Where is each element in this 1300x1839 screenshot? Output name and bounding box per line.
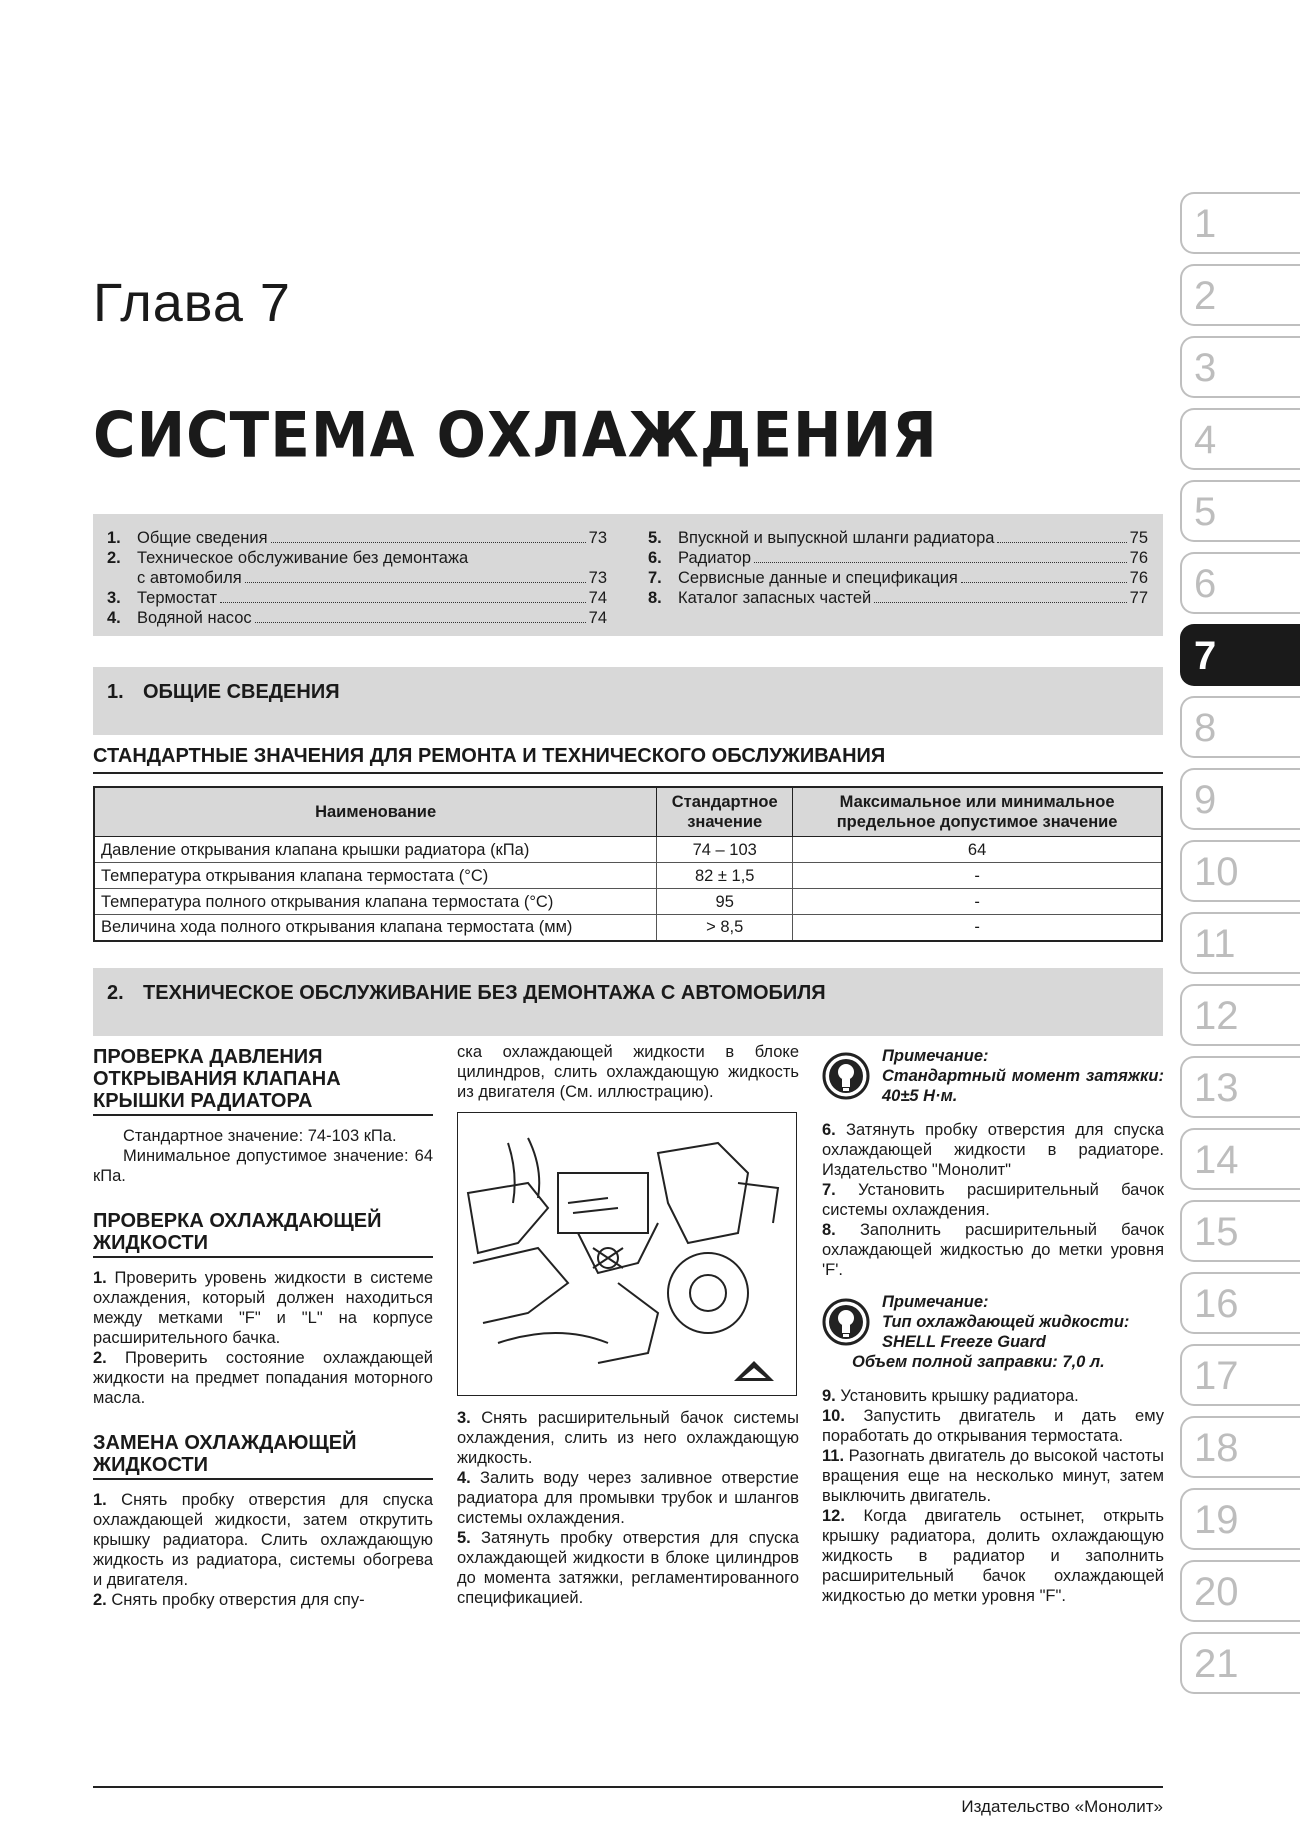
step-item: 9. Установить крышку радиатора. [822,1387,1079,1405]
table-row [94,863,1162,889]
table-row [94,889,1162,915]
step-item: 1. Снять пробку отверстия для спуска охлаждающей жидкости, затем открутить крышку радиатора. Слить охлаждающую жидкость из радиатора, системы обогрева и двигателя. [93,1491,433,1589]
table-header-row [94,787,1162,837]
column-header: Наименование [94,787,657,837]
table-cell: 74 – 103 [657,837,793,863]
standard-values-heading: СТАНДАРТНЫЕ ЗНАЧЕНИЯ ДЛЯ РЕМОНТА И ТЕХНИЧЕСКОГО ОБСЛУЖИВАНИЯ [93,745,1163,774]
step-item: 5. Затянуть пробку отверстия для спуска охлаждающей жидкости в блоке цилиндров до момента затяжки, регламентированного спецификацией. [457,1529,799,1607]
table-cell: > 8,5 [657,915,793,941]
step-item: 3. Снять расширительный бачок системы охлаждения, слить из него охлаждающую жидкость. [457,1409,799,1467]
toc-item[interactable]: 5. Впускной и выпускной шланги радиатора 75 [648,529,1148,547]
step-item: 11. Разогнать двигатель до высокой частоты вращения еще на несколько минут, затем выключить двигатель. [822,1447,1164,1505]
chapter-tab-14[interactable]: 14 [1180,1128,1300,1190]
toc-item-continuation[interactable]: с автомобиля 73 [137,569,607,587]
toc-left-column [107,528,607,628]
table-cell: Температура открывания клапана термостата (°С) [94,863,657,889]
table-cell: 64 [793,837,1162,863]
standard-values-table [93,786,1163,942]
text-column-3 [822,1046,1164,1606]
footer-divider [93,1786,1163,1788]
table-cell: 95 [657,889,793,915]
table-cell: Давление открывания клапана крышки радиатора (кПа) [94,837,657,863]
chapter-tab-1[interactable]: 1 [1180,192,1300,254]
table-row [94,915,1162,941]
chapter-tab-16[interactable]: 16 [1180,1272,1300,1334]
table-cell: - [793,915,1162,941]
chapter-tab-18[interactable]: 18 [1180,1416,1300,1478]
paragraph: Стандартное значение: 74-103 кПа. [123,1127,397,1145]
section-2-header: 2. ТЕХНИЧЕСКОЕ ОБСЛУЖИВАНИЕ БЕЗ ДЕМОНТАЖА С АВТОМОБИЛЯ [93,968,1163,1036]
column-header: Стандартное значение [657,787,793,837]
step-item: 2. Проверить состояние охлаждающей жидкости на предмет попадания моторного масла. [93,1349,433,1407]
step-item: 6. Затянуть пробку отверстия для спуска охлаждающей жидкости в радиаторе. Издательство "Монолит" [822,1121,1164,1179]
toc-item[interactable]: 3. Термостат 74 [107,589,607,607]
lightbulb-icon [822,1298,870,1346]
toc-item[interactable]: 1. Общие сведения 73 [107,529,607,547]
publisher-footer: Издательство «Монолит» [961,1797,1163,1816]
chapter-tab-7[interactable]: 7 [1180,624,1300,686]
table-cell: Величина хода полного открывания клапана термостата (мм) [94,915,657,941]
table-cell: Температура полного открывания клапана термостата (°С) [94,889,657,915]
heading-coolant-replacement: ЗАМЕНА ОХЛАЖДАЮЩЕЙ ЖИДКОСТИ [93,1432,433,1480]
step-item: 8. Заполнить расширительный бачок охлаждающей жидкостью до метки уровня 'F'. [822,1221,1164,1279]
step-item: 12. Когда двигатель остынет, открыть крышку радиатора, долить охлаждающую жидкость в радиатор и заполнить расширительный бачок охлаждающей жидкостью до метки уровня "F". [822,1507,1164,1605]
note-torque: Примечание: Стандартный момент затяжки: 40±5 Н·м. [822,1046,1164,1106]
chapter-tab-10[interactable]: 10 [1180,840,1300,902]
table-row [94,837,1162,863]
chapter-tab-13[interactable]: 13 [1180,1056,1300,1118]
step-item: 10. Запустить двигатель и дать ему поработать до открывания термостата. [822,1407,1164,1445]
table-cell: - [793,889,1162,915]
text-column-1 [93,1046,433,1610]
section-1-header: 1. ОБЩИЕ СВЕДЕНИЯ [93,667,1163,735]
step-item: 1. Проверить уровень жидкости в системе охлаждения, который должен находиться между метками "F" и "L" на корпусе расширительного бачка. [93,1269,433,1347]
toc-item[interactable]: 8. Каталог запасных частей 77 [648,589,1148,607]
table-cell: 82 ± 1,5 [657,863,793,889]
step-item: 2. Снять пробку отверстия для спу- [93,1591,365,1609]
chapter-tab-4[interactable]: 4 [1180,408,1300,470]
toc-item[interactable]: 4. Водяной насос 74 [107,609,607,627]
engine-drain-illustration [457,1112,797,1396]
chapter-title: СИСТЕМА ОХЛАЖДЕНИЯ [93,398,938,472]
note-coolant-type: Примечание: Тип охлаждающей жидкости: SHELL Freeze Guard Объем полной заправки: 7,0 л. [822,1292,1164,1372]
chapter-tab-3[interactable]: 3 [1180,336,1300,398]
chapter-tab-15[interactable]: 15 [1180,1200,1300,1262]
chapter-tab-11[interactable]: 11 [1180,912,1300,974]
chapter-tab-12[interactable]: 12 [1180,984,1300,1046]
chapter-tab-19[interactable]: 19 [1180,1488,1300,1550]
lightbulb-icon [822,1052,870,1100]
chapter-tab-8[interactable]: 8 [1180,696,1300,758]
chapter-tab-17[interactable]: 17 [1180,1344,1300,1406]
toc-item[interactable]: 2. Техническое обслуживание без демонтажа [107,549,469,567]
engine-drawing-icon [458,1113,795,1394]
text-column-2 [457,1042,799,1608]
step-item: 4. Залить воду через заливное отверстие радиатора для промывки трубок и шлангов системы охлаждения. [457,1469,799,1527]
chapter-tab-5[interactable]: 5 [1180,480,1300,542]
toc-right-column [648,528,1148,608]
heading-coolant-check: ПРОВЕРКА ОХЛАЖДАЮЩЕЙ ЖИДКОСТИ [93,1210,433,1258]
paragraph: Минимальное допустимое значение: 64 кПа. [93,1147,433,1185]
step-item: 7. Установить расширительный бачок системы охлаждения. [822,1181,1164,1219]
chapter-tab-20[interactable]: 20 [1180,1560,1300,1622]
toc-item[interactable]: 7. Сервисные данные и спецификация 76 [648,569,1148,587]
toc-item[interactable]: 6. Радиатор 76 [648,549,1148,567]
chapter-label: Глава 7 [93,273,291,333]
table-of-contents [93,514,1163,636]
paragraph: ска охлаждающей жидкости в блоке цилиндров, слить охлаждающую жидкость из двигателя (См. иллюстрацию). [457,1043,799,1101]
chapter-tab-2[interactable]: 2 [1180,264,1300,326]
table-cell: - [793,863,1162,889]
chapter-tab-9[interactable]: 9 [1180,768,1300,830]
heading-radiator-cap-check: ПРОВЕРКА ДАВЛЕНИЯ ОТКРЫВАНИЯ КЛАПАНА КРЫШКИ РАДИАТОРА [93,1046,433,1116]
column-header: Максимальное или минимальное предельное допустимое значение [793,787,1162,837]
chapter-tab-21[interactable]: 21 [1180,1632,1300,1694]
chapter-tab-6[interactable]: 6 [1180,552,1300,614]
